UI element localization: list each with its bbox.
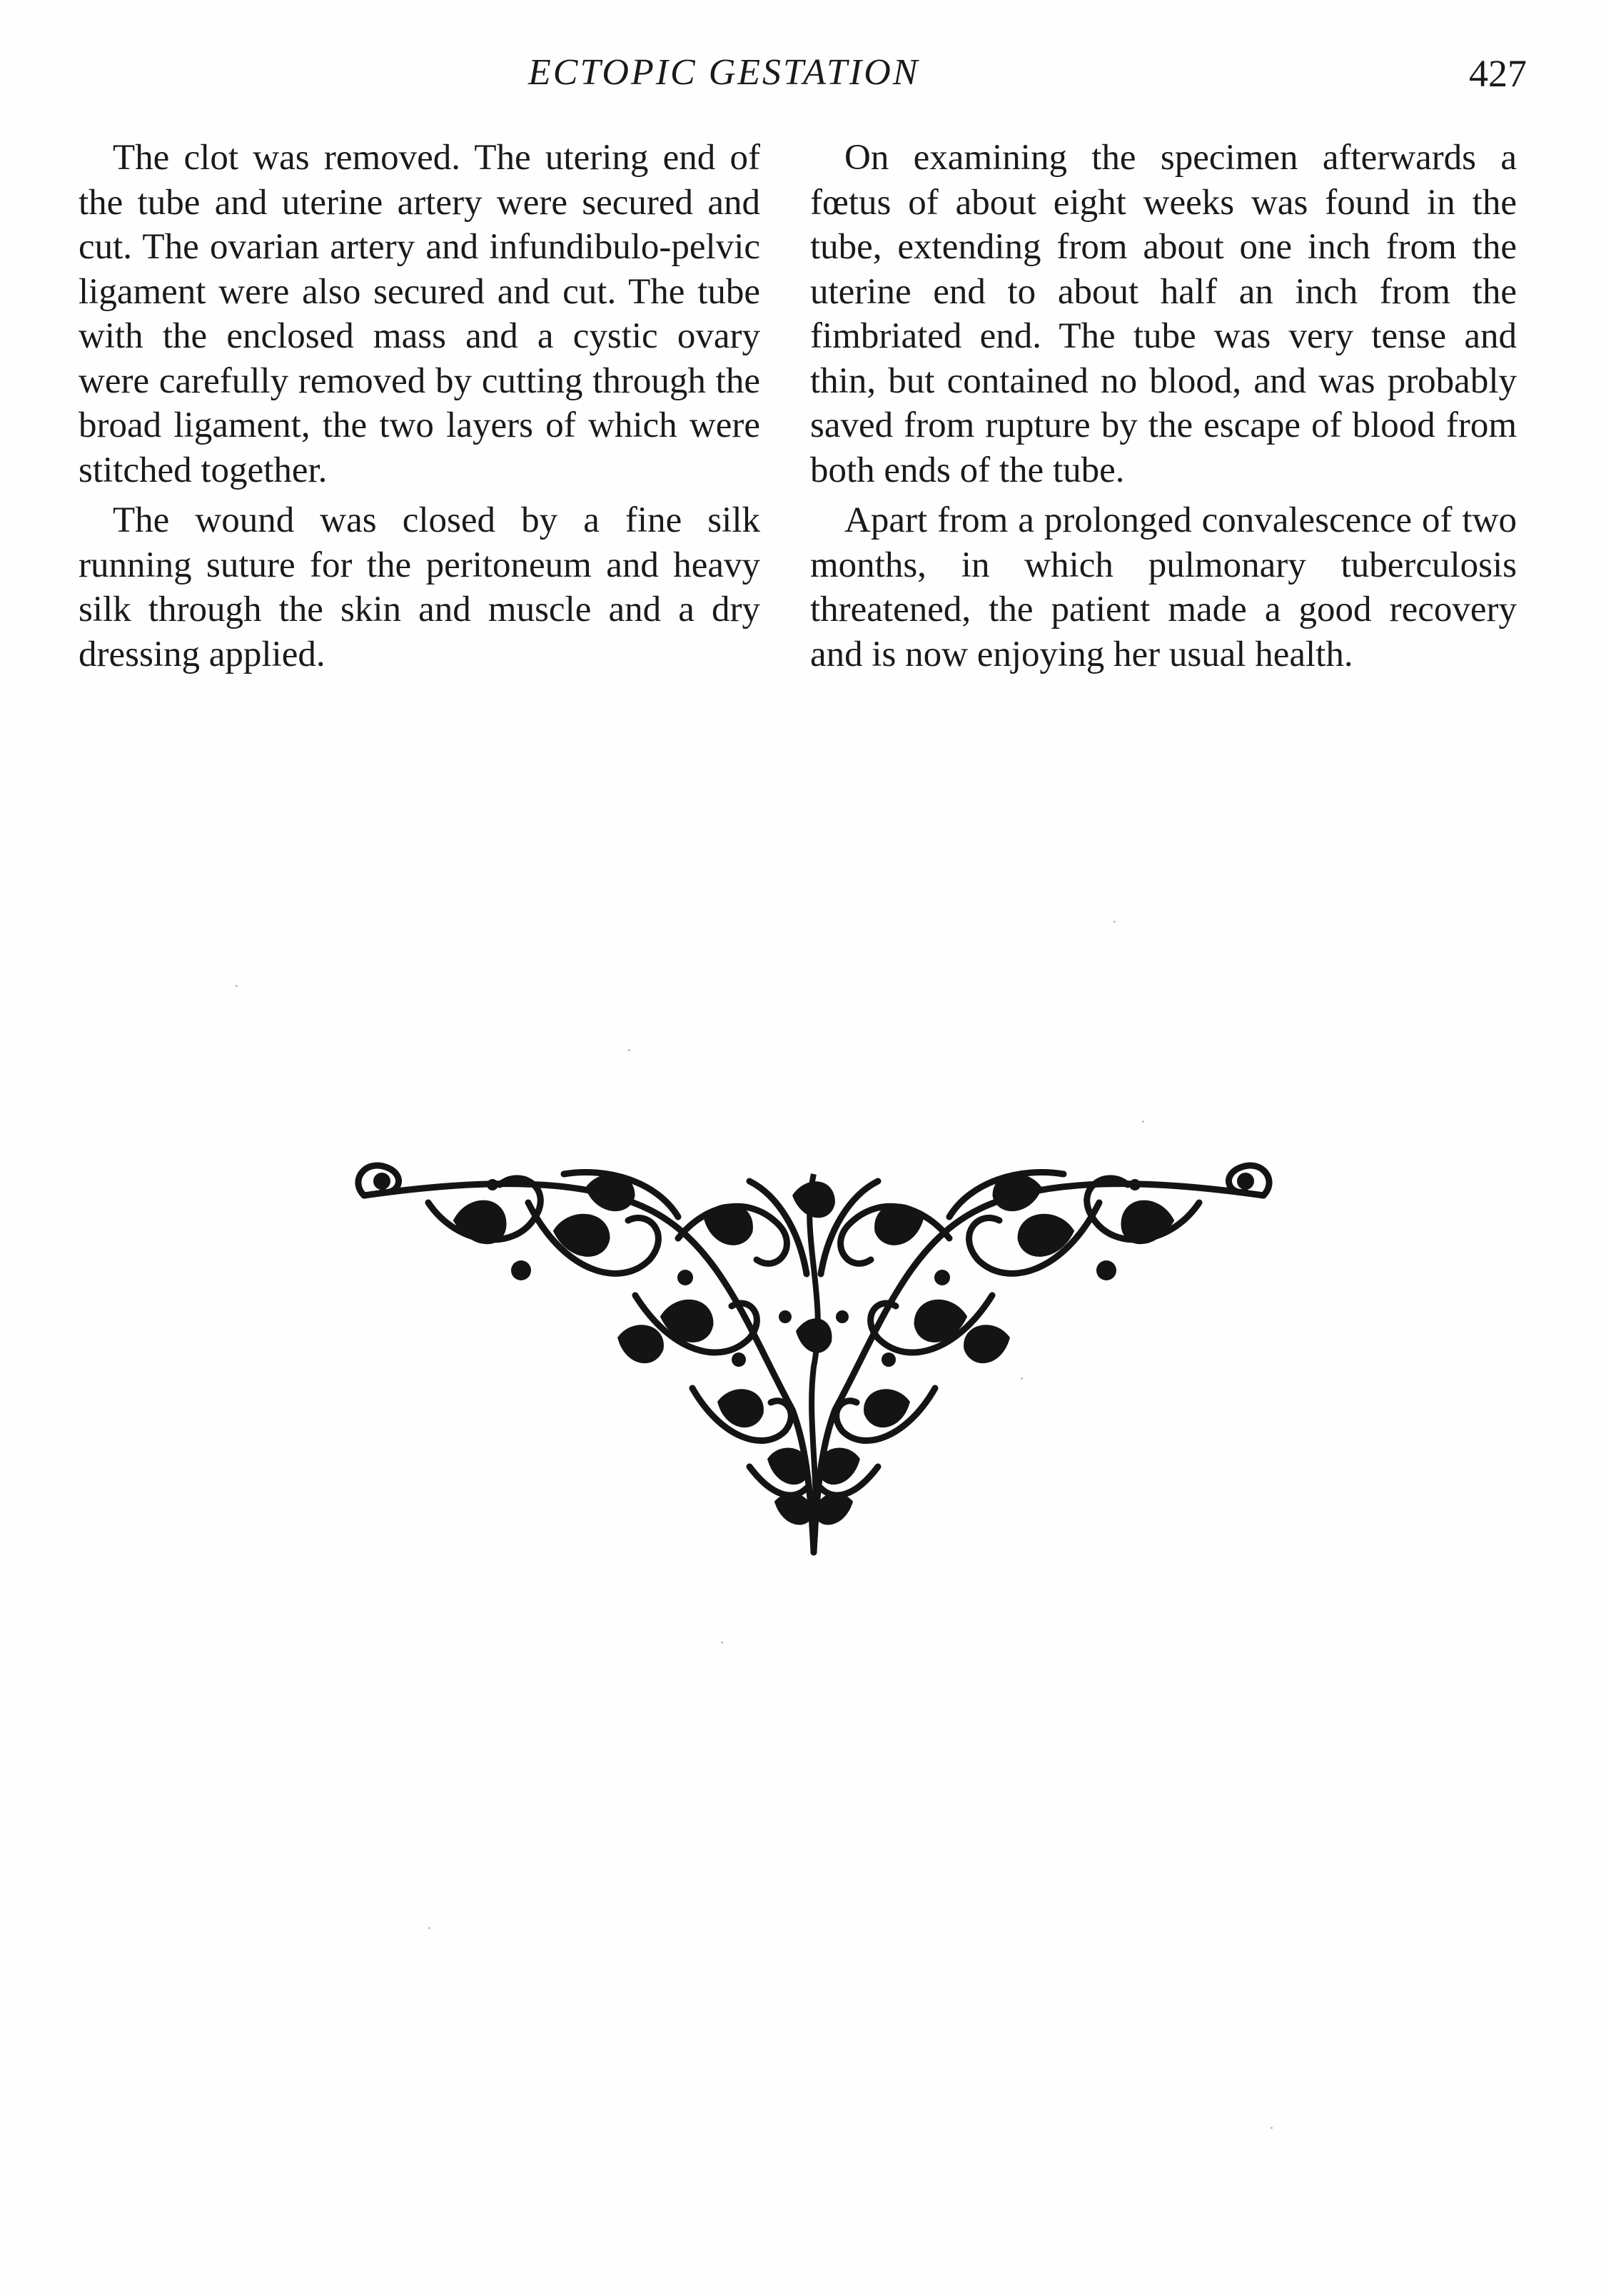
paragraph: The clot was removed. The utering end of the tube and uterine artery were secured and cut. The ovarian artery and infundibulo-pelvic ligament were also secured and cut. The tube with the enclosed mass and a cystic ovary were carefully removed by cutting through the broad ligament, the two layers of which were stitched together. [79, 138, 760, 490]
left-column [79, 136, 760, 677]
page-number: 427 [1469, 52, 1527, 95]
running-title: ECTOPIC GESTATION [528, 52, 920, 93]
paper-speck [1021, 1377, 1023, 1380]
paragraph: On examining the specimen afterwards a fœtus of about eight weeks was found in the tube, extending from about one inch from the uterine end to about half an inch from the fimbriated end. The tube was very tense and thin, but contained no blood, and was probably saved from rupture by the escape of blood from both ends of the tube. [810, 138, 1517, 490]
paper-speck [236, 985, 238, 987]
paper-speck [628, 1049, 630, 1051]
paper-speck [1142, 1121, 1144, 1123]
paragraph: Apart from a prolonged convalescence of two months, in which pulmonary tuberculosis threatened, the patient made a good recovery and is now enjoying her usual health. [810, 500, 1517, 674]
floral-tailpiece-ornament-icon [350, 1153, 1278, 1567]
paper-speck [721, 1642, 723, 1644]
paper-speck [1271, 2127, 1273, 2129]
paper-speck [428, 1927, 430, 1929]
right-column [810, 136, 1517, 677]
running-head [0, 51, 1611, 108]
paragraph: The wound was closed by a fine silk running suture for the peritoneum and heavy silk through the skin and muscle and a dry dressing applied. [79, 500, 760, 674]
paper-speck [1113, 921, 1116, 923]
